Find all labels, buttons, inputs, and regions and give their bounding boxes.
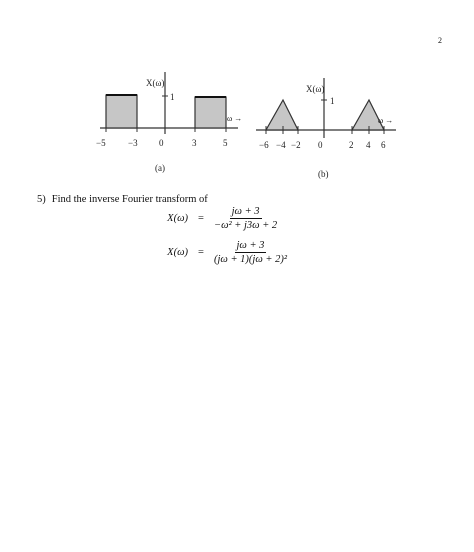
panel-b-axis-label: ω → [378, 116, 394, 125]
panel-a [96, 72, 242, 173]
panel-b-tick-label: 6 [381, 140, 386, 150]
fraction-denominator: −ω² + j3ω + 2 [214, 220, 278, 231]
panel-a-axis-label: ω → [227, 114, 243, 123]
fraction [214, 240, 287, 265]
panel-b-tick-label: 4 [366, 140, 371, 150]
panel-b-caption: (b) [318, 169, 329, 179]
panel-b-tick-label: −2 [291, 140, 301, 150]
page-number: 2 [438, 36, 442, 45]
panel-a-peak-label: 1 [170, 92, 175, 102]
equals-sign: = [198, 213, 204, 224]
panel-b-ylabel: X(ω) [306, 84, 325, 94]
equation-row-1 [150, 206, 277, 231]
panel-a-tick-label: −5 [96, 138, 106, 148]
panel-a-ylabel: X(ω) [146, 78, 165, 88]
panel-b-right-triangle [352, 100, 384, 130]
panel-b-tick-label: 2 [349, 140, 354, 150]
spectrum-figure [0, 0, 474, 200]
panel-b-tick-label: 0 [318, 140, 323, 150]
equation-lhs: X(ω) [167, 213, 188, 224]
problem-statement [37, 194, 208, 205]
panel-a-tick-label: 5 [223, 138, 228, 148]
equation-lhs: X(ω) [167, 247, 188, 258]
panel-b-left-triangle [266, 100, 298, 130]
panel-a-tick-label: 3 [192, 138, 197, 148]
panel-b-tick-label: −4 [276, 140, 286, 150]
panel-a-tick-label: 0 [159, 138, 164, 148]
panel-a-right-rectangle [195, 97, 226, 128]
fraction-numerator: jω + 3 [231, 206, 260, 217]
panel-b-tick-label: −6 [259, 140, 269, 150]
fraction-numerator: jω + 3 [236, 240, 265, 251]
panel-a-left-rectangle [106, 95, 137, 128]
fraction-denominator: (jω + 1)(jω + 2)² [214, 254, 287, 265]
fraction [214, 206, 277, 231]
panel-a-tick-label: −3 [128, 138, 138, 148]
equation-row-2 [150, 240, 287, 265]
equals-sign: = [198, 247, 204, 258]
panel-a-caption: (a) [155, 163, 165, 173]
problem-number: 5) [37, 194, 46, 205]
panel-b [256, 78, 396, 179]
panel-b-peak-label: 1 [330, 96, 335, 106]
problem-text: Find the inverse Fourier transform of [51, 194, 208, 205]
